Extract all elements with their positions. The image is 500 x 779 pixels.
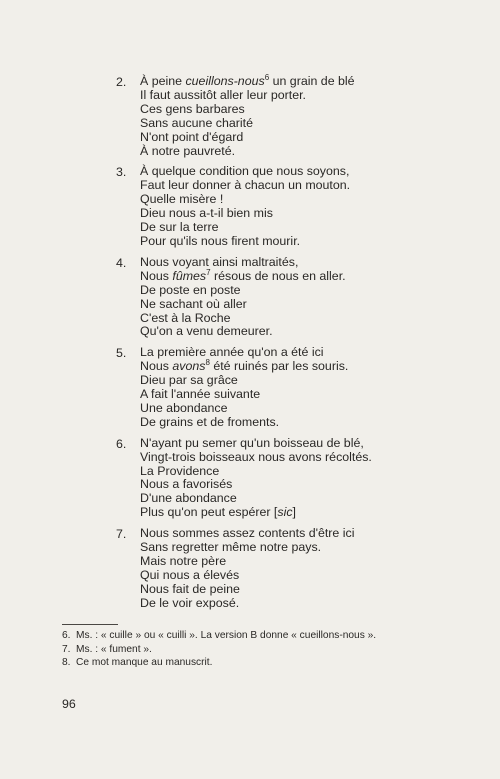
verse-text: D'une abondance [140, 491, 237, 506]
poem-stanzas [116, 75, 446, 618]
footnotes [62, 629, 462, 670]
verse-line [140, 284, 446, 298]
verse-line [140, 388, 446, 402]
verse-line [140, 179, 446, 193]
stanza-lines [140, 165, 446, 248]
footnote [62, 656, 462, 670]
stanza-lines [140, 437, 446, 520]
footnote [62, 629, 462, 643]
footnote-ref: 6 [264, 73, 270, 82]
stanza [116, 256, 446, 339]
verse-text: Nous a favorisés [140, 477, 233, 492]
verse-line [140, 221, 446, 235]
verse-text: Vingt-trois boisseaux nous avons récoltés. [140, 449, 372, 464]
verse-text: Pour qu'ils nous firent mourir. [140, 233, 301, 248]
page-number: 96 [62, 697, 76, 711]
stanza-lines [140, 346, 446, 429]
stanza-number: 2. [116, 75, 127, 89]
verse-line [140, 267, 446, 284]
verse-text: La Providence [140, 463, 220, 478]
verse-line [140, 583, 446, 597]
verse-text: fûmes [172, 268, 207, 283]
verse-line [140, 437, 446, 451]
verse-line [140, 465, 446, 479]
stanza [116, 165, 446, 248]
verse-text: Dieu nous a-t-il bien mis [140, 206, 273, 221]
stanza-number: 5. [116, 346, 127, 361]
footnote-ref: 8 [205, 358, 210, 368]
verse-text: N'ayant pu semer qu'un boisseau de blé, [140, 435, 364, 450]
footnote [62, 643, 462, 657]
stanza-number: 4. [116, 255, 127, 270]
verse-text: À peine [140, 74, 186, 88]
verse-text: cueillons-nous [185, 74, 265, 88]
verse-text: Mais notre père [140, 554, 227, 568]
verse-text: Nous fait de peine [140, 581, 240, 596]
verse-text: Qui nous a élevés [140, 567, 240, 582]
verse-line [140, 506, 446, 520]
verse-text: résous de nous en aller. [210, 268, 346, 283]
verse-text: Sans regretter même notre pays. [140, 540, 322, 555]
stanza [116, 437, 446, 520]
verse-text: Nous sommes assez contents d'être ici [140, 526, 355, 541]
stanza-number: 3. [116, 165, 127, 180]
verse-text: De le voir exposé. [140, 595, 240, 610]
verse-line [140, 256, 446, 270]
verse-line [140, 89, 446, 103]
verse-text: A fait l'année suivante [140, 387, 261, 402]
verse-text: Qu'on a venu demeurer. [140, 324, 273, 339]
verse-line [140, 478, 446, 492]
verse-text: Il faut aussitôt aller leur porter. [140, 87, 306, 102]
verse-line [140, 492, 446, 506]
stanza-number: 6. [116, 436, 127, 451]
verse-text: sic [277, 505, 293, 520]
verse-line [140, 374, 446, 388]
verse-text: Ne sachant où aller [140, 296, 247, 311]
verse-text: Une abondance [140, 400, 228, 415]
verse-line [140, 555, 446, 569]
verse-line [140, 325, 446, 339]
verse-text: Sans aucune charité [140, 115, 253, 130]
footnote-text: Ms. : « cuille » ou « cuilli ». La version B donne « cueillons-nous ». [76, 630, 377, 641]
footnote-text: Ce mot manque au manuscrit. [76, 657, 213, 668]
verse-text: Faut leur donner à chacun un mouton. [140, 178, 351, 193]
verse-line [140, 165, 446, 179]
verse-text: De grains et de froments. [140, 414, 280, 429]
verse-text: De poste en poste [140, 282, 241, 297]
verse-text: Nous voyant ainsi maltraités, [140, 254, 299, 269]
stanza-lines [140, 256, 446, 339]
verse-line [140, 597, 446, 611]
stanza-number: 7. [116, 527, 127, 542]
footnote-number: 6. [62, 630, 71, 641]
verse-line [140, 235, 446, 249]
verse-text: C'est à la Roche [140, 310, 231, 325]
stanza [116, 346, 446, 429]
verse-line [140, 402, 446, 416]
verse-line [140, 207, 446, 221]
verse-line [140, 103, 446, 117]
footnote-ref: 7 [206, 267, 211, 277]
verse-line [140, 131, 446, 145]
stanza-lines [140, 75, 446, 158]
verse-text: À notre pauvreté. [140, 143, 236, 158]
verse-text: ] [292, 505, 296, 520]
verse-text: La première année qu'on a été ici [140, 345, 324, 360]
verse-line [140, 117, 446, 131]
verse-line [140, 298, 446, 312]
verse-text: Nous [140, 268, 173, 283]
stanza [116, 75, 446, 158]
verse-text: Nous [140, 359, 173, 374]
verse-text: À quelque condition que nous soyons, [140, 164, 350, 179]
footnote-number: 7. [62, 643, 71, 655]
stanza-lines [140, 527, 446, 610]
verse-line [140, 312, 446, 326]
verse-text: De sur la terre [140, 220, 219, 235]
verse-line [140, 541, 446, 555]
verse-text: Quelle misère ! [140, 192, 224, 207]
verse-text: avons [172, 359, 206, 374]
footnote-text: Ms. : « fument ». [76, 643, 152, 655]
verse-text: N'ont point d'égard [140, 129, 244, 144]
verse-text: Plus qu'on peut espérer [ [140, 505, 278, 520]
verse-line [140, 360, 446, 374]
verse-text: un grain de blé [269, 74, 355, 88]
verse-line [140, 527, 446, 541]
verse-line [140, 451, 446, 465]
verse-line [140, 75, 446, 89]
verse-line [140, 193, 446, 207]
verse-text: Ces gens barbares [140, 101, 245, 116]
verse-line [140, 416, 446, 430]
footnote-number: 8. [62, 657, 71, 668]
verse-text: Dieu par sa grâce [140, 373, 238, 388]
verse-line [140, 145, 446, 159]
verse-text: été ruinés par les souris. [209, 359, 349, 374]
footnote-rule [62, 624, 118, 625]
stanza [116, 527, 446, 610]
verse-line [140, 569, 446, 583]
